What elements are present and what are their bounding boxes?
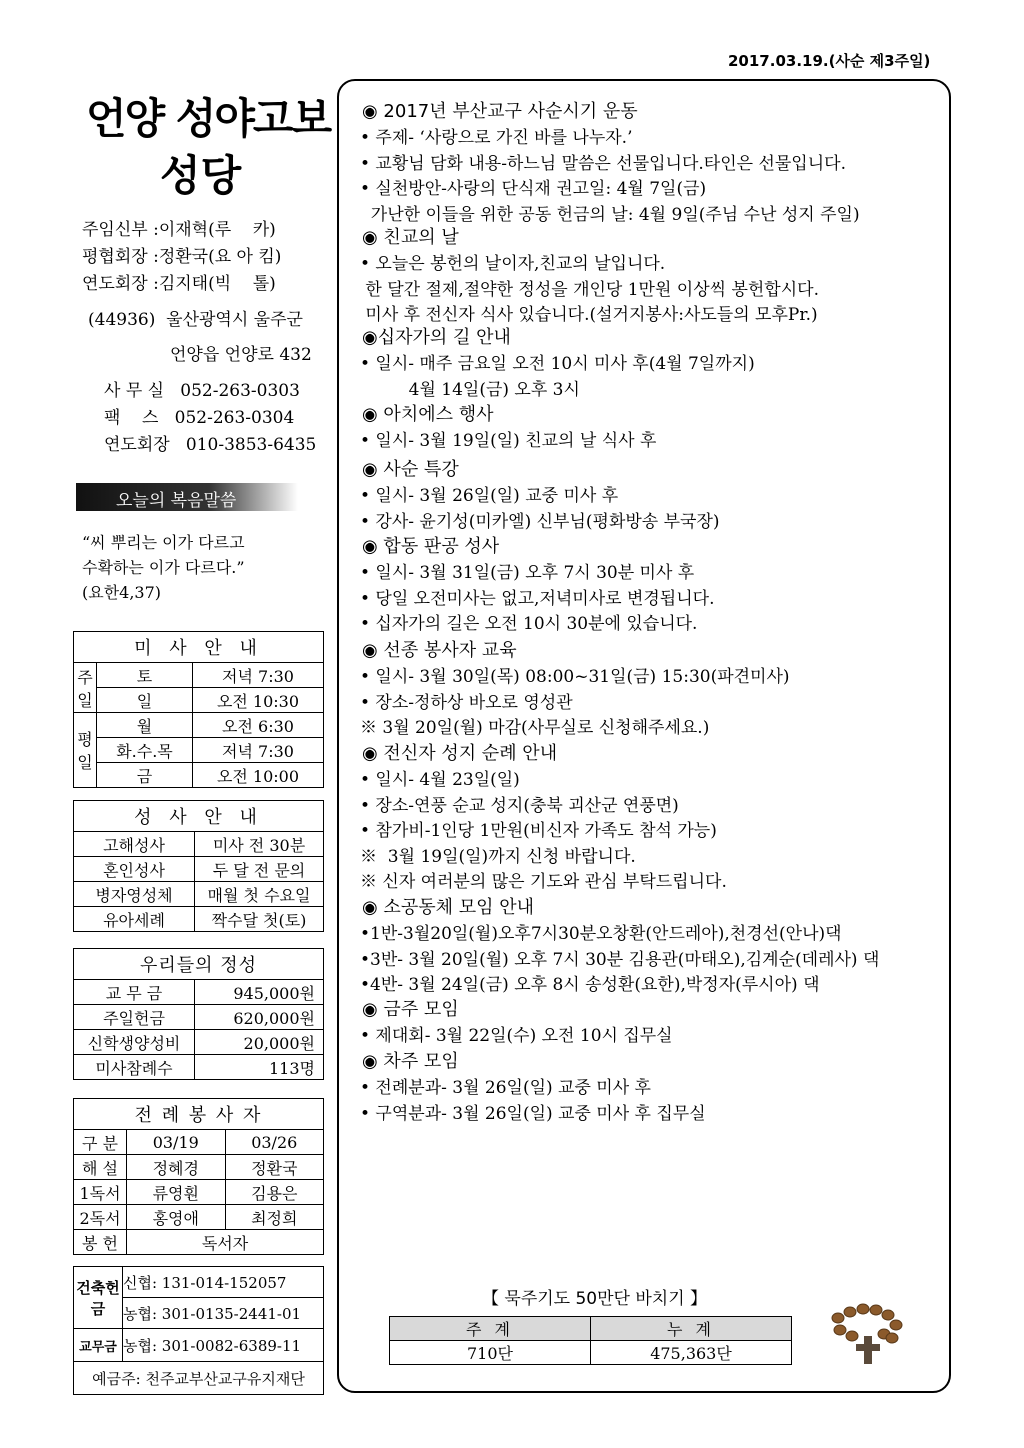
mass-time: 오전 10:00 xyxy=(193,763,324,788)
info-yeondo-phone: 연도회장 010-3853-6435 xyxy=(104,435,317,455)
info-fax: 팩 스 052-263-0304 xyxy=(104,408,295,428)
offering-amount: 620,000원 xyxy=(195,1005,324,1030)
bank-account: 신협: 131-014-152057 xyxy=(123,1267,324,1298)
mass-day: 일 xyxy=(97,688,193,713)
info-yeondo: 연도회장 :김지태(빅 톨) xyxy=(82,274,276,294)
offering-amount: 113명 xyxy=(195,1055,324,1080)
sacrament-table xyxy=(73,800,324,932)
notice-line: • 주제- ‘사랑으로 가진 바를 나누자.’ xyxy=(360,128,633,148)
section-title: ◉ 전신자 성지 순례 안내 xyxy=(362,743,558,764)
notice-line: • 장소-연풍 순교 성지(충북 괴산군 연풍면) xyxy=(360,795,679,816)
notice-line: • 일시- 3월 30일(목) 08:00~31일(금) 15:30(파견미사) xyxy=(360,667,790,687)
section-title: ◉ 사순 특강 xyxy=(362,459,459,480)
notice-line: • 일시- 3월 26일(일) 교중 미사 후 xyxy=(360,486,619,506)
section-title: ◉ 소공동체 모임 안내 xyxy=(362,897,534,918)
liturgy-cell: 최정희 xyxy=(225,1205,324,1230)
liturgy-role: 2독서 xyxy=(74,1205,127,1230)
mass-day: 월 xyxy=(97,713,193,738)
notice-line: •3반- 3월 20일(월) 오후 7시 30분 김용관(마태오),김계순(데레사) 댁 xyxy=(360,949,880,970)
liturgy-cell: 김용은 xyxy=(225,1180,324,1205)
offering-name: 주일헌금 xyxy=(74,1005,195,1030)
notice-line: • 일시- 매주 금요일 오전 10시 미사 후(4월 7일까지) xyxy=(360,354,755,374)
notice-line: 가난한 이들을 위한 공동 헌금의 날: 4월 9일(주님 수난 성지 주일) xyxy=(360,204,860,225)
section-title: ◉ 2017년 부산교구 사순시기 운동 xyxy=(362,101,638,122)
notice-line: •4반- 3월 24일(금) 오후 8시 송성환(요한),박정자(루시아) 댁 xyxy=(360,975,820,995)
notice-line: • 제대회- 3월 22일(수) 오전 10시 집무실 xyxy=(360,1026,673,1046)
mass-time: 저녁 7:30 xyxy=(193,663,324,688)
info-council: 평협회장 :정환국(요 아 킴) xyxy=(82,247,282,267)
liturgy-cell: 류영훤 xyxy=(127,1180,226,1205)
notice-line: • 오늘은 봉헌의 날이자,친교의 날입니다. xyxy=(360,254,666,274)
section-title: ◉ 아치에스 행사 xyxy=(362,404,494,425)
rosary-table xyxy=(389,1316,792,1365)
liturgy-table xyxy=(73,1098,324,1255)
section-title: ◉ 차주 모임 xyxy=(362,1051,459,1072)
notice-line: • 일시- 3월 31일(금) 오후 7시 30분 미사 후 xyxy=(360,563,695,583)
mass-table xyxy=(73,631,324,788)
parish-title-line2: 성당 xyxy=(160,151,242,200)
info-address1: (44936) 울산광역시 울주군 xyxy=(88,310,303,330)
notice-line: • 전례분과- 3월 26일(일) 교중 미사 후 xyxy=(360,1078,651,1098)
notice-line: ※ 3월 20일(월) 마감(사무실로 신청해주세요.) xyxy=(360,718,710,738)
sacrament-name: 고해성사 xyxy=(74,832,195,857)
info-office-phone: 사 무 실 052-263-0303 xyxy=(104,381,300,401)
offering-name: 교 무 금 xyxy=(74,980,195,1005)
section-title: ◉ 선종 봉사자 교육 xyxy=(362,640,517,661)
notice-line: • 일시- 3월 19일(일) 친교의 날 식사 후 xyxy=(360,431,657,451)
mass-time: 오전 10:30 xyxy=(193,688,324,713)
mass-day: 토 xyxy=(97,663,193,688)
notice-line: • 당일 오전미사는 없고,저녁미사로 변경됩니다. xyxy=(360,588,715,609)
sacrament-time: 미사 전 30분 xyxy=(195,832,324,857)
gospel-banner xyxy=(76,483,298,511)
rosary-header: 주 계 xyxy=(390,1317,591,1341)
account-holder: 예금주: 천주교부산교구유지재단 xyxy=(74,1362,324,1395)
bulletin-date: 2017.03.19.(사순 제3주일) xyxy=(728,52,931,70)
info-address2: 언양읍 언양로 432 xyxy=(170,345,312,365)
group-weekday: 평일 xyxy=(74,713,97,788)
mass-day: 화.수.목 xyxy=(97,738,193,763)
mass-time: 오전 6:30 xyxy=(193,713,324,738)
liturgy-cell: 03/26 xyxy=(225,1130,324,1155)
liturgy-cell: 정혜경 xyxy=(127,1155,226,1180)
bank-account: 농협: 301-0082-6389-11 xyxy=(123,1329,324,1362)
notice-line: 미사 후 전신자 식사 있습니다.(설거지봉사:사도들의 모후Pr.) xyxy=(360,305,818,325)
build-fund-label: 건축헌금 xyxy=(74,1267,123,1329)
notice-line: ※ 3월 19일(일)까지 신청 바랍니다. xyxy=(360,846,636,867)
sacrament-name: 병자영성체 xyxy=(74,882,195,907)
notice-line: • 장소-정하상 바오로 영성관 xyxy=(360,692,573,713)
sacrament-time: 두 달 전 문의 xyxy=(195,857,324,882)
section-title: ◉ 금주 모임 xyxy=(362,999,459,1020)
notice-line: • 참가비-1인당 1만원(비신자 가족도 참석 가능) xyxy=(360,821,717,841)
liturgy-heading: 전 례 봉 사 자 xyxy=(74,1099,324,1130)
mass-time: 저녁 7:30 xyxy=(193,738,324,763)
liturgy-role: 1독서 xyxy=(74,1180,127,1205)
notice-line: ※ 신자 여러분의 많은 기도와 관심 부탁드립니다. xyxy=(360,872,727,892)
section-title: ◉ 친교의 날 xyxy=(362,227,459,248)
mass-heading: 미 사 안 내 xyxy=(74,632,324,663)
notice-line: • 구역분과- 3월 26일(일) 교중 미사 후 집무실 xyxy=(360,1103,706,1124)
sacrament-time: 짝수달 첫(토) xyxy=(195,907,324,932)
sacrament-name: 혼인성사 xyxy=(74,857,195,882)
info-pastor: 주임신부 :이재혁(루 카) xyxy=(82,220,276,240)
offering-amount: 945,000원 xyxy=(195,980,324,1005)
gospel-ref: (요한4,37) xyxy=(82,583,162,602)
rosary-week: 710단 xyxy=(390,1341,591,1365)
section-title: ◉십자가의 길 안내 xyxy=(362,327,511,348)
liturgy-role: 봉 헌 xyxy=(74,1230,127,1255)
bank-account: 농협: 301-0135-2441-01 xyxy=(123,1298,324,1329)
notice-line: 4월 14일(금) 오후 3시 xyxy=(360,379,580,400)
dues-label: 교무금 xyxy=(74,1329,123,1362)
offering-name: 신학생양성비 xyxy=(74,1030,195,1055)
liturgy-cell: 독서자 xyxy=(127,1230,324,1255)
sacrament-time: 매월 첫 수요일 xyxy=(195,882,324,907)
gospel-heading: 오늘의 복음말씀 xyxy=(116,491,237,511)
rosary-title: 【 묵주기도 50만단 바치기 】 xyxy=(482,1289,708,1309)
notice-line: • 실천방안-사랑의 단식재 권고일: 4월 7일(금) xyxy=(360,179,707,199)
notice-line: • 십자가의 길은 오전 10시 30분에 있습니다. xyxy=(360,614,698,634)
liturgy-role: 해 설 xyxy=(74,1155,127,1180)
liturgy-role: 구 분 xyxy=(74,1130,127,1155)
offering-heading: 우리들의 정성 xyxy=(74,949,324,980)
mass-day: 금 xyxy=(97,763,193,788)
notice-line: • 교황님 담화 내용-하느님 말씀은 선물입니다.타인은 선물입니다. xyxy=(360,153,846,174)
bank-table xyxy=(73,1266,324,1395)
notice-line: 한 달간 절제,절약한 정성을 개인당 1만원 이상씩 봉헌합시다. xyxy=(360,279,819,300)
offering-name: 미사참례수 xyxy=(74,1055,195,1080)
offering-table xyxy=(73,948,324,1080)
offering-amount: 20,000원 xyxy=(195,1030,324,1055)
rosary-total: 475,363단 xyxy=(591,1341,792,1365)
sacrament-heading: 성 사 안 내 xyxy=(74,801,324,832)
notice-line: • 일시- 4월 23일(일) xyxy=(360,770,520,790)
gospel-line: “씨 뿌리는 이가 다르고 xyxy=(82,533,245,552)
parish-title: 언양 성야고보 xyxy=(86,94,331,143)
rosary-header: 누 계 xyxy=(591,1317,792,1341)
notice-line: • 강사- 윤기성(미카엘) 신부님(평화방송 부국장) xyxy=(360,511,720,532)
section-title: ◉ 합동 판공 성사 xyxy=(362,536,500,557)
sacrament-name: 유아세례 xyxy=(74,907,195,932)
gospel-line: 수확하는 이가 다르다.” xyxy=(82,558,245,577)
liturgy-cell: 정환국 xyxy=(225,1155,324,1180)
liturgy-cell: 03/19 xyxy=(127,1130,226,1155)
notice-line: •1반-3월20일(월)오후7시30분오창환(안드레아),천경선(안나)댁 xyxy=(360,924,842,944)
rosary-icon xyxy=(828,1298,908,1370)
liturgy-cell: 홍영애 xyxy=(127,1205,226,1230)
group-sunday: 주일 xyxy=(74,663,97,713)
